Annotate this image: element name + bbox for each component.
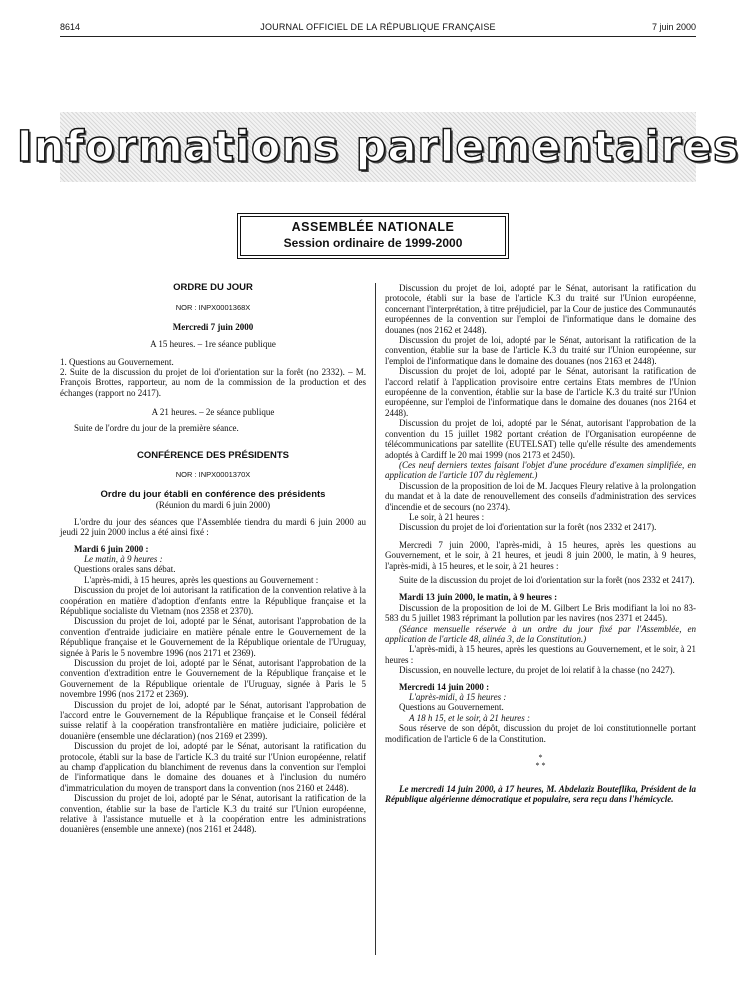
right-column — [385, 283, 696, 805]
header-date: 7 juin 2000 — [651, 22, 696, 32]
date-heading: Mercredi 7 juin 2000 — [172, 321, 254, 332]
journal-title: JOURNAL OFFICIEL DE LA RÉPUBLIQUE FRANÇAISE — [260, 22, 496, 32]
paragraph: Discussion de la proposition de loi de M. Gilbert Le Bris modifiant la loi no 83-583 du 5 juillet 1983 réprimant la pollution par les navires (nos 2371 et 2445). — [385, 602, 696, 624]
paragraph: L'ordre du jour des séances que l'Assemblée tiendra du mardi 6 juin 2000 au jeudi 22 juin 2000 inclus a été ainsi fixé : — [60, 516, 366, 538]
paragraph: Discussion du projet de loi, adopté par le Sénat, autorisant l'approbation de la convention d'entraide judiciaire en matière pénale entre le Gouvernement de la République française et le Gouvernement de la République orientale de l'Uruguay, signée à Paris le 5 novembre 1996 (nos 2171 et 2369). — [60, 616, 366, 658]
paragraph: Discussion du projet de loi, adopté par le Sénat, autorisant la ratification de la convention, établie sur la base de l'article K.3 du traité sur l'Union européenne, relative à l'assistance mutuelle et à la coopération entre les administrations douanières (ensemble une annexe) (nos 2161 et 2448). — [60, 793, 366, 835]
conference-heading: CONFÉRENCE DES PRÉSIDENTS — [136, 450, 290, 462]
nor-reference: NOR : INPX0001368X — [175, 303, 251, 313]
ordre-du-jour-heading: ORDRE DU JOUR — [173, 282, 253, 293]
paragraph: Discussion du projet de loi d'orientation sur la forêt (nos 2332 et 2417). — [399, 522, 657, 533]
paragraph: Questions orales sans débat. — [74, 564, 176, 575]
assembly-box — [240, 216, 506, 256]
paragraph: Discussion du projet de loi, adopté par le Sénat, autorisant la ratification de la convention, établie sur la base de l'article K.3 du traité sur l'Union européenne, sur l'emploi de l'informatique dans le domaine des douanes (nos 2163 et 2448). — [385, 335, 696, 366]
conference-subheading: Ordre du jour établi en conférence des présidents — [100, 488, 326, 500]
session-name: Session ordinaire de 1999-2000 — [283, 236, 463, 250]
running-header — [60, 22, 696, 36]
paragraph: Discussion du projet de loi autorisant la ratification de la convention relative à la coopération en matière d'adoption d'enfants entre la République française et la République socialiste du Vietnam (nos 2358 et 2370). — [60, 585, 366, 616]
paragraph-list — [60, 585, 366, 835]
banner-title: Informations parlementaires — [16, 122, 740, 172]
day-heading: Mardi 13 juin 2000, le matin, à 9 heures : — [399, 592, 558, 603]
day-heading: Mardi 6 juin 2000 : — [74, 543, 149, 554]
paragraph: Mercredi 7 juin 2000, l'après-midi, à 15 heures, après les questions au Gouvernement, et le soir, à 21 heures, et jeudi 8 juin 2000, le matin, à 9 heures, l'après-midi, à 15 heures, et le soir, à 21 heures : — [385, 539, 696, 571]
time-heading: L'après-midi, à 15 heures, après les questions au Gouvernement, et le soir, à 21 heures : — [385, 644, 696, 665]
paragraph: Discussion du projet de loi, adopté par le Sénat, autorisant l'approbation de la convention du 15 juillet 1982 portant création de l'Organisation européenne de télécommunications par satellite (EUTELSAT) telle qu'elle résulte des amendements adoptés à Cardiff le 20 mai 1999 (nos 2173 et 2450). — [385, 418, 696, 460]
paragraph: Discussion du projet de loi, adopté par le Sénat, autorisant la ratification du protocole, établi sur la base de l'article K.3 du traité sur l'Union européenne, concernant l'interprétation, à titre préjudiciel, par la Cour de justice des Communautés européennes de la convention sur l'emploi de l'informatique dans le domaine des douanes (nos 2162 et 2448). — [385, 283, 696, 335]
time-heading: Le soir, à 21 heures : — [409, 511, 485, 522]
paragraph: Sous réserve de son dépôt, discussion du projet de loi constitutionnelle portant modification de l'article 6 de la Constitution. — [385, 723, 696, 744]
section-banner — [16, 112, 740, 182]
procedure-note: (Ces neuf derniers textes faisant l'objet d'une procédure d'examen simplifiée, en application de l'article 107 du règlement.) — [385, 459, 696, 481]
header-rule — [60, 36, 696, 37]
paragraph: Discussion, en nouvelle lecture, du projet de loi relatif à la chasse (no 2427). — [399, 665, 675, 676]
paragraph: Suite de la discussion du projet de loi d'orientation sur la forêt (nos 2332 et 2417). — [399, 574, 695, 585]
paragraph: Discussion du projet de loi, adopté par le Sénat, autorisant la ratification du protocole, établi sur la base de l'article K.3 du traité sur l'Union européenne, relatif au champ d'application du blanchiment de revenus dans la convention sur l'emploi de l'informatique dans le domaine des douanes et à l'inclusion du numéro d'immatriculation du moyen de transport dans la convention (nos 2160 et 2448). — [60, 741, 366, 793]
seance-heading: A 15 heures. – 1re séance publique — [150, 339, 276, 350]
asterism: * — [538, 753, 543, 763]
paragraph: Discussion du projet de loi, adopté par le Sénat, autorisant l'approbation de l'accord entre le Gouvernement de la République française et le Conseil fédéral suisse relatif à la coopération transfrontalière en matière judiciaire, policière et douanière (ensemble une déclaration) (nos 2169 et 2399). — [60, 699, 366, 741]
left-column — [60, 283, 366, 835]
agenda-item: 1. Questions au Gouvernement. — [60, 356, 174, 367]
time-heading: L'après-midi, à 15 heures : — [409, 692, 507, 703]
paragraph: Suite de l'ordre du jour de la première séance. — [74, 422, 239, 433]
day-heading: Mercredi 14 juin 2000 : — [399, 681, 490, 692]
nor-reference: NOR : INPX0001370X — [175, 470, 251, 480]
paragraph: Questions au Gouvernement. — [399, 702, 504, 713]
meeting-date: (Réunion du mardi 6 juin 2000) — [155, 500, 271, 511]
paragraph-list — [385, 283, 696, 460]
page-number: 8614 — [60, 22, 81, 32]
assembly-name: ASSEMBLÉE NATIONALE — [291, 220, 455, 234]
agenda-item: 2. Suite de la discussion du projet de loi d'orientation sur la forêt (no 2332). – M. François Brottes, rapporteur, au nom de la commission de la production et des échanges (rapport no 2417). — [60, 367, 366, 398]
paragraph: Discussion du projet de loi, adopté par le Sénat, autorisant l'approbation de la convention d'extradition entre le Gouvernement de la République française et le Gouvernement de la République orientale de l'Uruguay, signée à Paris le 5 novembre 1996 (nos 2172 et 2369). — [60, 657, 366, 700]
time-heading: A 18 h 15, et le soir, à 21 heures : — [409, 712, 530, 723]
paragraph: Discussion du projet de loi, adopté par le Sénat, autorisant la ratification de l'accord relatif à l'application provisoire entre certains Etats membres de l'Union européenne de la convention, établie sur la base de l'article K.3 du traité sur l'Union européenne, sur l'emploi de l'informatique dans le domaine des douanes (nos 2164 et 2448). — [385, 366, 696, 418]
seance-heading: A 21 heures. – 2e séance publique — [151, 407, 275, 418]
column-divider — [375, 283, 376, 955]
time-heading: L'après-midi, à 15 heures, après les questions au Gouvernement : — [84, 574, 319, 585]
asterism: * * — [535, 761, 546, 771]
time-heading: Le matin, à 9 heures : — [84, 553, 163, 564]
procedure-note: (Séance mensuelle réservée à un ordre du jour fixé par l'Assemblée, en application de l'article 48, alinéa 3, de la Constitution.) — [385, 623, 696, 644]
paragraph: Discussion de la proposition de loi de M. Jacques Fleury relative à la prolongation du mandat et à la date de renouvellement des conseils d'administration des services d'incendie et de secours (no 2374). — [385, 480, 696, 512]
closing-announcement: Le mercredi 14 juin 2000, à 17 heures, M. Abdelaziz Bouteflika, Président de la République algérienne démocratique et populaire, sera reçu dans l'hémicycle. — [385, 784, 696, 805]
